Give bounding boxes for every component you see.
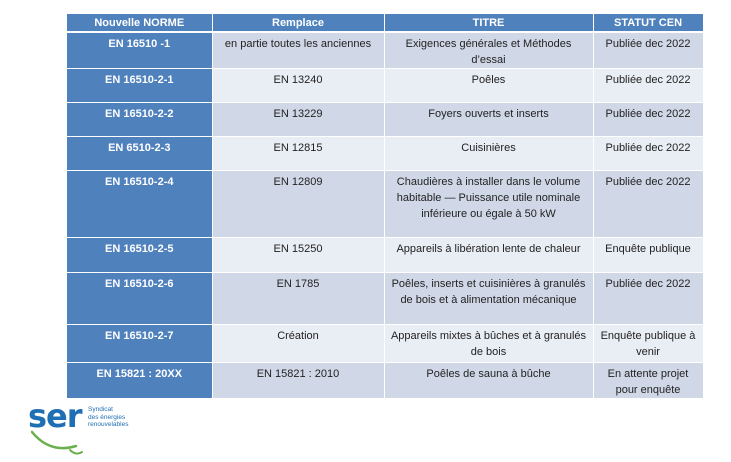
cell-statut: En attente projet pour enquête [593, 363, 703, 399]
cell-norme: EN 16510-2-7 [67, 325, 212, 363]
cell-titre: Poêles [384, 69, 593, 103]
cell-remplace: EN 13229 [212, 103, 384, 137]
cell-remplace: EN 12815 [212, 137, 384, 171]
standards-table [67, 14, 704, 399]
logo-tagline-line: renouvelables [88, 421, 129, 428]
cell-titre: Appareils à libération lente de chaleur [384, 238, 593, 273]
cell-titre: Foyers ouverts et inserts [384, 103, 593, 137]
header-remplace: Remplace [212, 14, 384, 32]
cell-titre: Appareils mixtes à bûches et à granulés de bois [384, 325, 593, 363]
table-row [67, 103, 703, 137]
logo-tagline [88, 406, 128, 429]
cell-norme: EN 16510-2-4 [67, 171, 212, 238]
cell-statut: Enquête publique [593, 238, 703, 273]
cell-norme: EN 6510-2-3 [67, 137, 212, 171]
cell-remplace: EN 12809 [212, 171, 384, 238]
table-row [67, 273, 703, 325]
cell-norme: EN 16510-2-1 [67, 69, 212, 103]
table-row [67, 32, 703, 69]
cell-remplace: EN 15250 [212, 238, 384, 273]
cell-statut: Publiée dec 2022 [593, 137, 703, 171]
cell-titre: Poêles de sauna à bûche [384, 363, 593, 399]
table-row [67, 171, 703, 238]
cell-remplace: EN 13240 [212, 69, 384, 103]
cell-statut: Publiée dec 2022 [593, 103, 703, 137]
table-row [67, 137, 703, 171]
cell-norme: EN 15821 : 20XX [67, 363, 212, 399]
leaf-swoosh-icon [30, 424, 86, 460]
cell-remplace: EN 15821 : 2010 [212, 363, 384, 399]
cell-norme: EN 16510-2-2 [67, 103, 212, 137]
cell-statut: Publiée dec 2022 [593, 32, 703, 69]
cell-statut: Publiée dec 2022 [593, 69, 703, 103]
cell-remplace: EN 1785 [212, 273, 384, 325]
cell-titre: Chaudières à installer dans le volume habitable — Puissance utile nominale inférieure ou égale à 50 kW [384, 171, 593, 238]
header-statut: STATUT CEN [593, 14, 703, 32]
cell-titre: Exigences générales et Méthodes d’essai [384, 32, 593, 69]
cell-statut: Publiée dec 2022 [593, 273, 703, 325]
cell-remplace: Création [212, 325, 384, 363]
cell-norme: EN 16510 -1 [67, 32, 212, 69]
header-row [67, 14, 703, 32]
ser-logo [28, 398, 148, 458]
table-row [67, 69, 703, 103]
table-row [67, 363, 703, 399]
cell-statut: Publiée dec 2022 [593, 171, 703, 238]
cell-titre: Poêles, inserts et cuisinières à granulés de bois et à alimentation mécanique [384, 273, 593, 325]
cell-remplace: en partie toutes les anciennes [212, 32, 384, 69]
cell-norme: EN 16510-2-6 [67, 273, 212, 325]
header-titre: TITRE [384, 14, 593, 32]
table-row [67, 325, 703, 363]
table-row [67, 238, 703, 273]
cell-titre: Cuisinières [384, 137, 593, 171]
logo-tagline-line: des énergies [88, 413, 126, 421]
cell-statut: Enquête publique à venir [593, 325, 703, 363]
logo-wordmark: ser [28, 397, 82, 435]
cell-norme: EN 16510-2-5 [67, 238, 212, 273]
logo-tagline-line: Syndicat [88, 406, 113, 413]
header-norme: Nouvelle NORME [67, 14, 212, 32]
